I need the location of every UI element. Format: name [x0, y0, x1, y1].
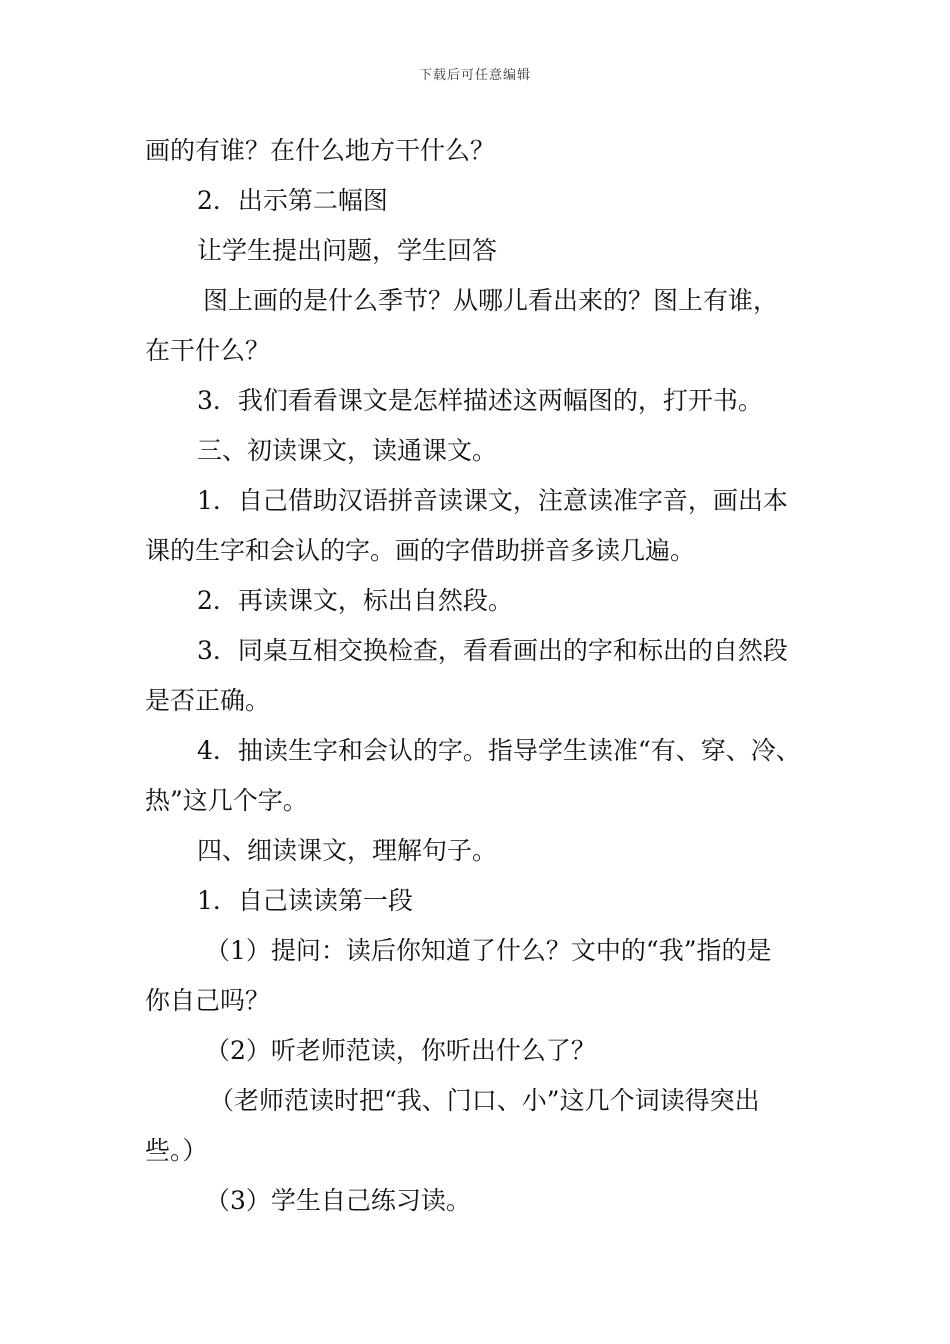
text-line: 画的有谁？在什么地方干什么？	[145, 136, 496, 165]
text-line: （老师范读时把“我、门口、小”这几个词读得突出	[209, 1086, 760, 1115]
text-line: 图上画的是什么季节？从哪儿看出来的？图上有谁，	[203, 286, 779, 315]
text-line: 2．出示第二幅图	[197, 186, 388, 215]
text-line: （1）提问：读后你知道了什么？文中的“我”指的是	[205, 936, 772, 965]
text-line: （3）学生自己练习读。	[205, 1186, 471, 1215]
text-line: 四、细读课文，理解句子。	[197, 836, 498, 865]
document-body	[145, 126, 835, 1226]
text-line: 课的生字和会认的字。画的字借助拼音多读几遍。	[145, 536, 696, 565]
text-line: 让学生提出问题，学生回答	[197, 236, 498, 265]
text-line: （2）听老师范读，你听出什么了？	[205, 1036, 596, 1065]
text-line: 热”这几个字。	[145, 786, 308, 815]
text-line: 2．再读课文，标出自然段。	[197, 586, 513, 615]
text-line: 3．我们看看课文是怎样描述这两幅图的，打开书。	[197, 386, 763, 415]
text-line: 1．自己读读第一段	[197, 886, 413, 915]
text-line: 4．抽读生字和会认的字。指导学生读准“有、穿、冷、	[197, 736, 801, 765]
text-line: 3．同桌互相交换检查，看看画出的字和标出的自然段	[197, 636, 788, 665]
text-line: 你自己吗？	[145, 986, 271, 1015]
text-line: 些。）	[145, 1136, 208, 1165]
text-line: 1．自己借助汉语拼音读课文，注意读准字音，画出本	[197, 486, 788, 515]
text-line: 在干什么？	[145, 336, 271, 365]
text-line: 三、初读课文，读通课文。	[197, 436, 498, 465]
text-line: 是否正确。	[145, 686, 271, 715]
page-header: 下载后可任意编辑	[418, 68, 531, 83]
